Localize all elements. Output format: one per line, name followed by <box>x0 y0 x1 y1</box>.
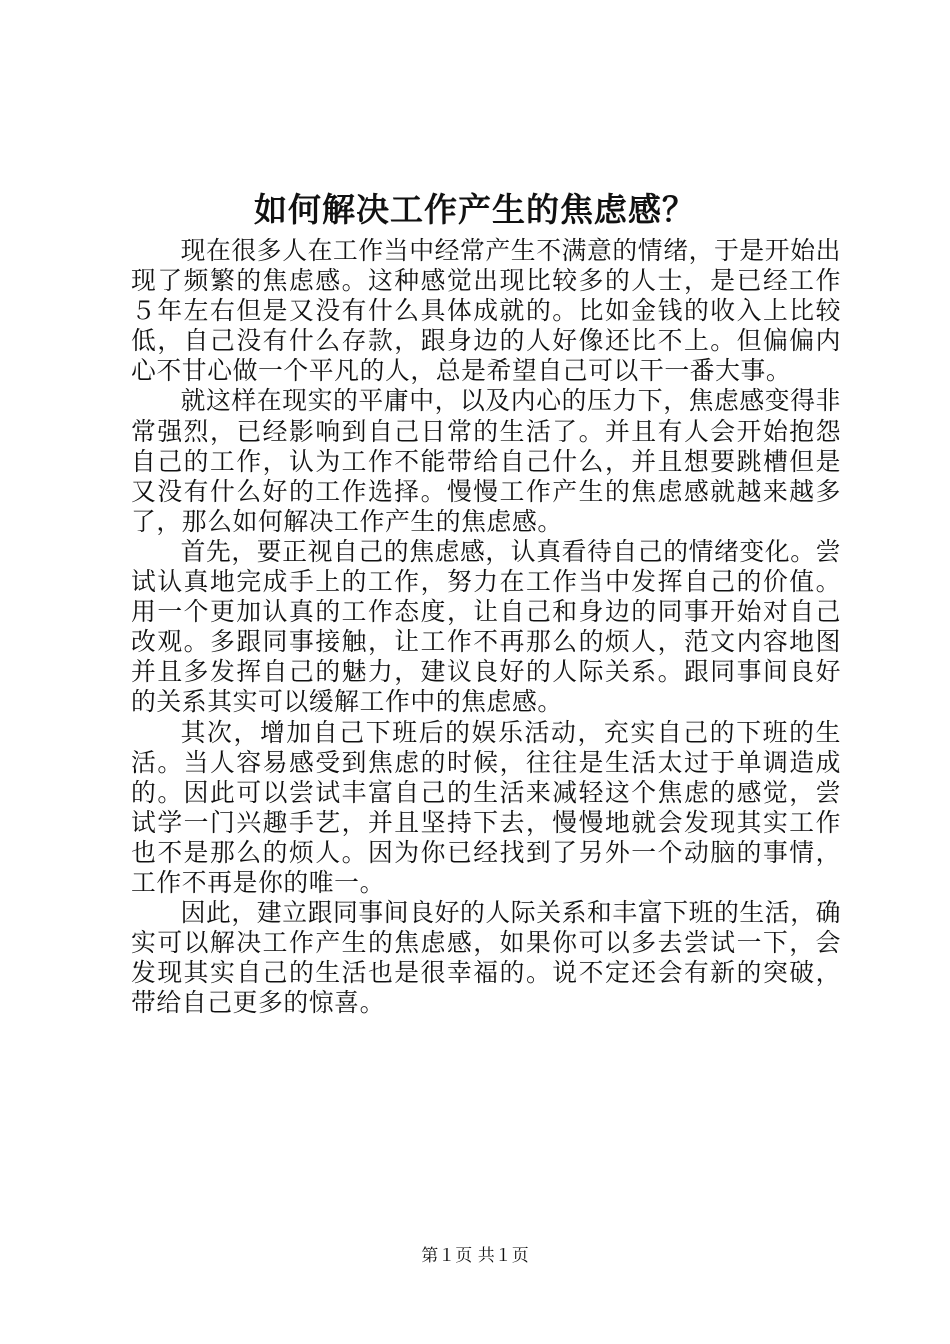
paragraph-1: 现在很多人在工作当中经常产生不满意的情绪，于是开始出现了频繁的焦虑感。这种感觉出现比较多的人士，是已经工作５年左右但是又没有什么具体成就的。比如金钱的收入上比较低，自己没有什么存款，跟身边的人好像还比不上。但偏偏内心不甘心做一个平凡的人，总是希望自己可以干一番大事。 <box>131 236 841 386</box>
paragraph-5: 因此，建立跟同事间良好的人际关系和丰富下班的生活，确实可以解决工作产生的焦虑感，如果你可以多去尝试一下，会发现其实自己的生活也是很幸福的。说不定还会有新的突破，带给自己更多的惊喜。 <box>131 898 841 1018</box>
document-title: 如何解决工作产生的焦虑感？ <box>254 190 696 229</box>
document-body <box>131 236 841 1018</box>
paragraph-4: 其次，增加自己下班后的娱乐活动，充实自己的下班的生活。当人容易感受到焦虑的时候，往往是生活太过于单调造成的。因此可以尝试丰富自己的生活来减轻这个焦虑的感觉，尝试学一门兴趣手艺，并且坚持下去，慢慢地就会发现其实工作也不是那么的烦人。因为你已经找到了另外一个动脑的事情，工作不再是你的唯一。 <box>131 717 841 897</box>
paragraph-3: 首先，要正视自己的焦虑感，认真看待自己的情绪变化。尝试认真地完成手上的工作，努力在工作当中发挥自己的价值。用一个更加认真的工作态度，让自己和身边的同事开始对自己改观。多跟同事接触，让工作不再那么的烦人，范文内容地图并且多发挥自己的魅力，建议良好的人际关系。跟同事间良好的关系其实可以缓解工作中的焦虑感。 <box>131 536 841 717</box>
paragraph-2: 就这样在现实的平庸中，以及内心的压力下，焦虑感变得非常强烈，已经影响到自己日常的生活了。并且有人会开始抱怨自己的工作，认为工作不能带给自己什么，并且想要跳槽但是又没有什么好的工作选择。慢慢工作产生的焦虑感就越来越多了，那么如何解决工作产生的焦虑感。 <box>131 386 841 536</box>
page-footer: 第１页 共１页 <box>421 1246 529 1266</box>
